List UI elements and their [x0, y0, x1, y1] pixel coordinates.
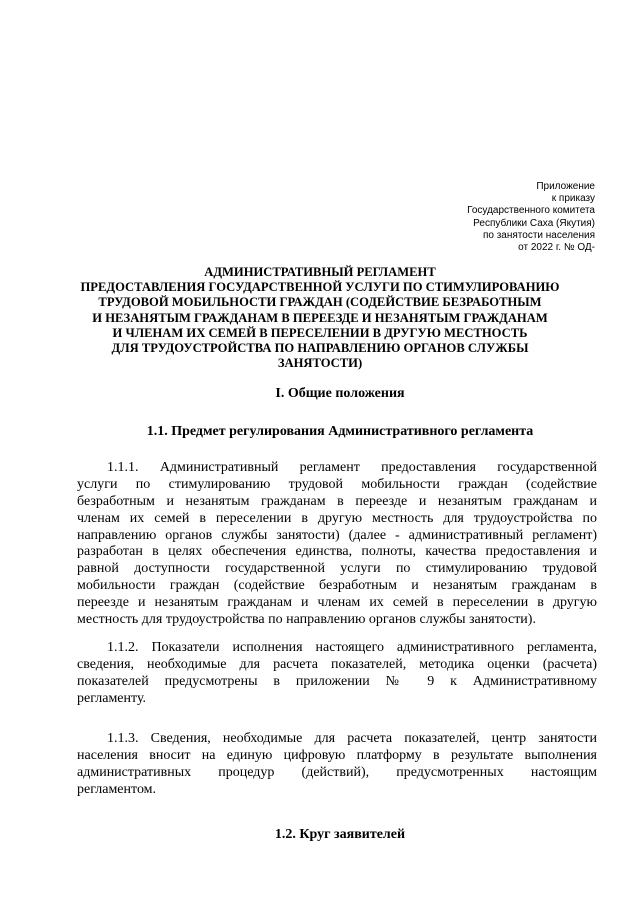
- paragraph-line: безработным и незанятым гражданам в переезде и незанятым гражданам и: [77, 493, 597, 509]
- paragraph-line: услуги по стимулированию трудовой мобильности граждан (содействие: [77, 476, 597, 492]
- paragraph-line: регламентом.: [77, 781, 157, 797]
- appendix-note: [395, 181, 595, 254]
- paragraph-1-1-2: [77, 640, 597, 708]
- appendix-line: от 2022 г. № ОД-: [518, 242, 595, 254]
- title-line: ТРУДОВОЙ МОБИЛЬНОСТИ ГРАЖДАН (СОДЕЙСТВИЕ БЕЗРАБОТНЫМ: [98, 295, 542, 310]
- appendix-line: Государственного комитета: [467, 205, 595, 217]
- paragraph-line: показателей предусмотрены в приложении № 9 к Административному: [77, 673, 597, 689]
- appendix-line: Приложение: [536, 181, 595, 192]
- appendix-line: Республики Саха (Якутия): [473, 217, 595, 229]
- paragraph-line: разработан в целях обеспечения единства, полноты, качества предоставления и: [77, 544, 597, 560]
- title-line: ЗАНЯТОСТИ): [277, 356, 363, 371]
- appendix-line: по занятости населения: [482, 229, 595, 241]
- paragraph-line: населения вносит на единую цифровую платформу в результате выполнения: [77, 747, 597, 763]
- paragraph-line: сведения, необходимые для расчета показателей, методика оценки (расчета): [77, 656, 597, 672]
- paragraph-line: 1.1.2. Показатели исполнения настоящего административного регламента,: [107, 640, 597, 655]
- title-line: И НЕЗАНЯТЫМ ГРАЖДАНАМ В ПЕРЕЕЗДЕ И НЕЗАНЯТЫМ ГРАЖДАНАМ: [92, 310, 548, 325]
- paragraph-line: 1.1.1. Административный регламент предоставления государственной: [107, 460, 597, 475]
- paragraph-line: направлению органов службы занятости) (далее - административный регламент): [77, 527, 597, 543]
- paragraph-line: мобильности граждан (содействие безработным и незанятым гражданам в: [77, 578, 597, 594]
- paragraph-line: местность для трудоустройства по направлению органов службы занятости).: [77, 612, 536, 628]
- title-line: ПРЕДОСТАВЛЕНИЯ ГОСУДАРСТВЕННОЙ УСЛУГИ ПО СТИМУЛИРОВАНИЮ: [80, 280, 560, 295]
- paragraph-line: административных процедур (действий), предусмотренных настоящим: [77, 764, 597, 780]
- paragraph-line: членам их семей в переселении в другую местность для трудоустройства по: [77, 510, 597, 526]
- paragraph-line: переезде и незанятым гражданам и членам их семей в переселении в другую: [77, 595, 597, 611]
- document-title: [60, 265, 580, 371]
- paragraph-line: равной доступности государственной услуги по стимулированию трудовой: [77, 561, 597, 577]
- appendix-line: к приказу: [551, 193, 595, 205]
- section-heading-subject: 1.1. Предмет регулирования Административного регламента: [146, 424, 534, 439]
- paragraph-line: 1.1.3. Сведения, необходимые для расчета показателей, центр занятости: [107, 731, 597, 746]
- paragraph-line: регламенту.: [77, 690, 147, 706]
- section-heading-general: I. Общие положения: [275, 386, 405, 401]
- title-line: И ЧЛЕНАМ ИХ СЕМЕЙ В ПЕРЕСЕЛЕНИИ В ДРУГУЮ МЕСТНОСТЬ: [112, 325, 528, 340]
- title-line: АДМИНИСТРАТИВНЫЙ РЕГЛАМЕНТ: [204, 265, 436, 279]
- paragraph-1-1-3: [77, 731, 597, 799]
- title-line: ДЛЯ ТРУДОУСТРОЙСТВА ПО НАПРАВЛЕНИЮ ОРГАНОВ СЛУЖБЫ: [111, 341, 529, 356]
- paragraph-1-1-1: [77, 460, 597, 629]
- section-heading-applicants: 1.2. Круг заявителей: [274, 827, 406, 842]
